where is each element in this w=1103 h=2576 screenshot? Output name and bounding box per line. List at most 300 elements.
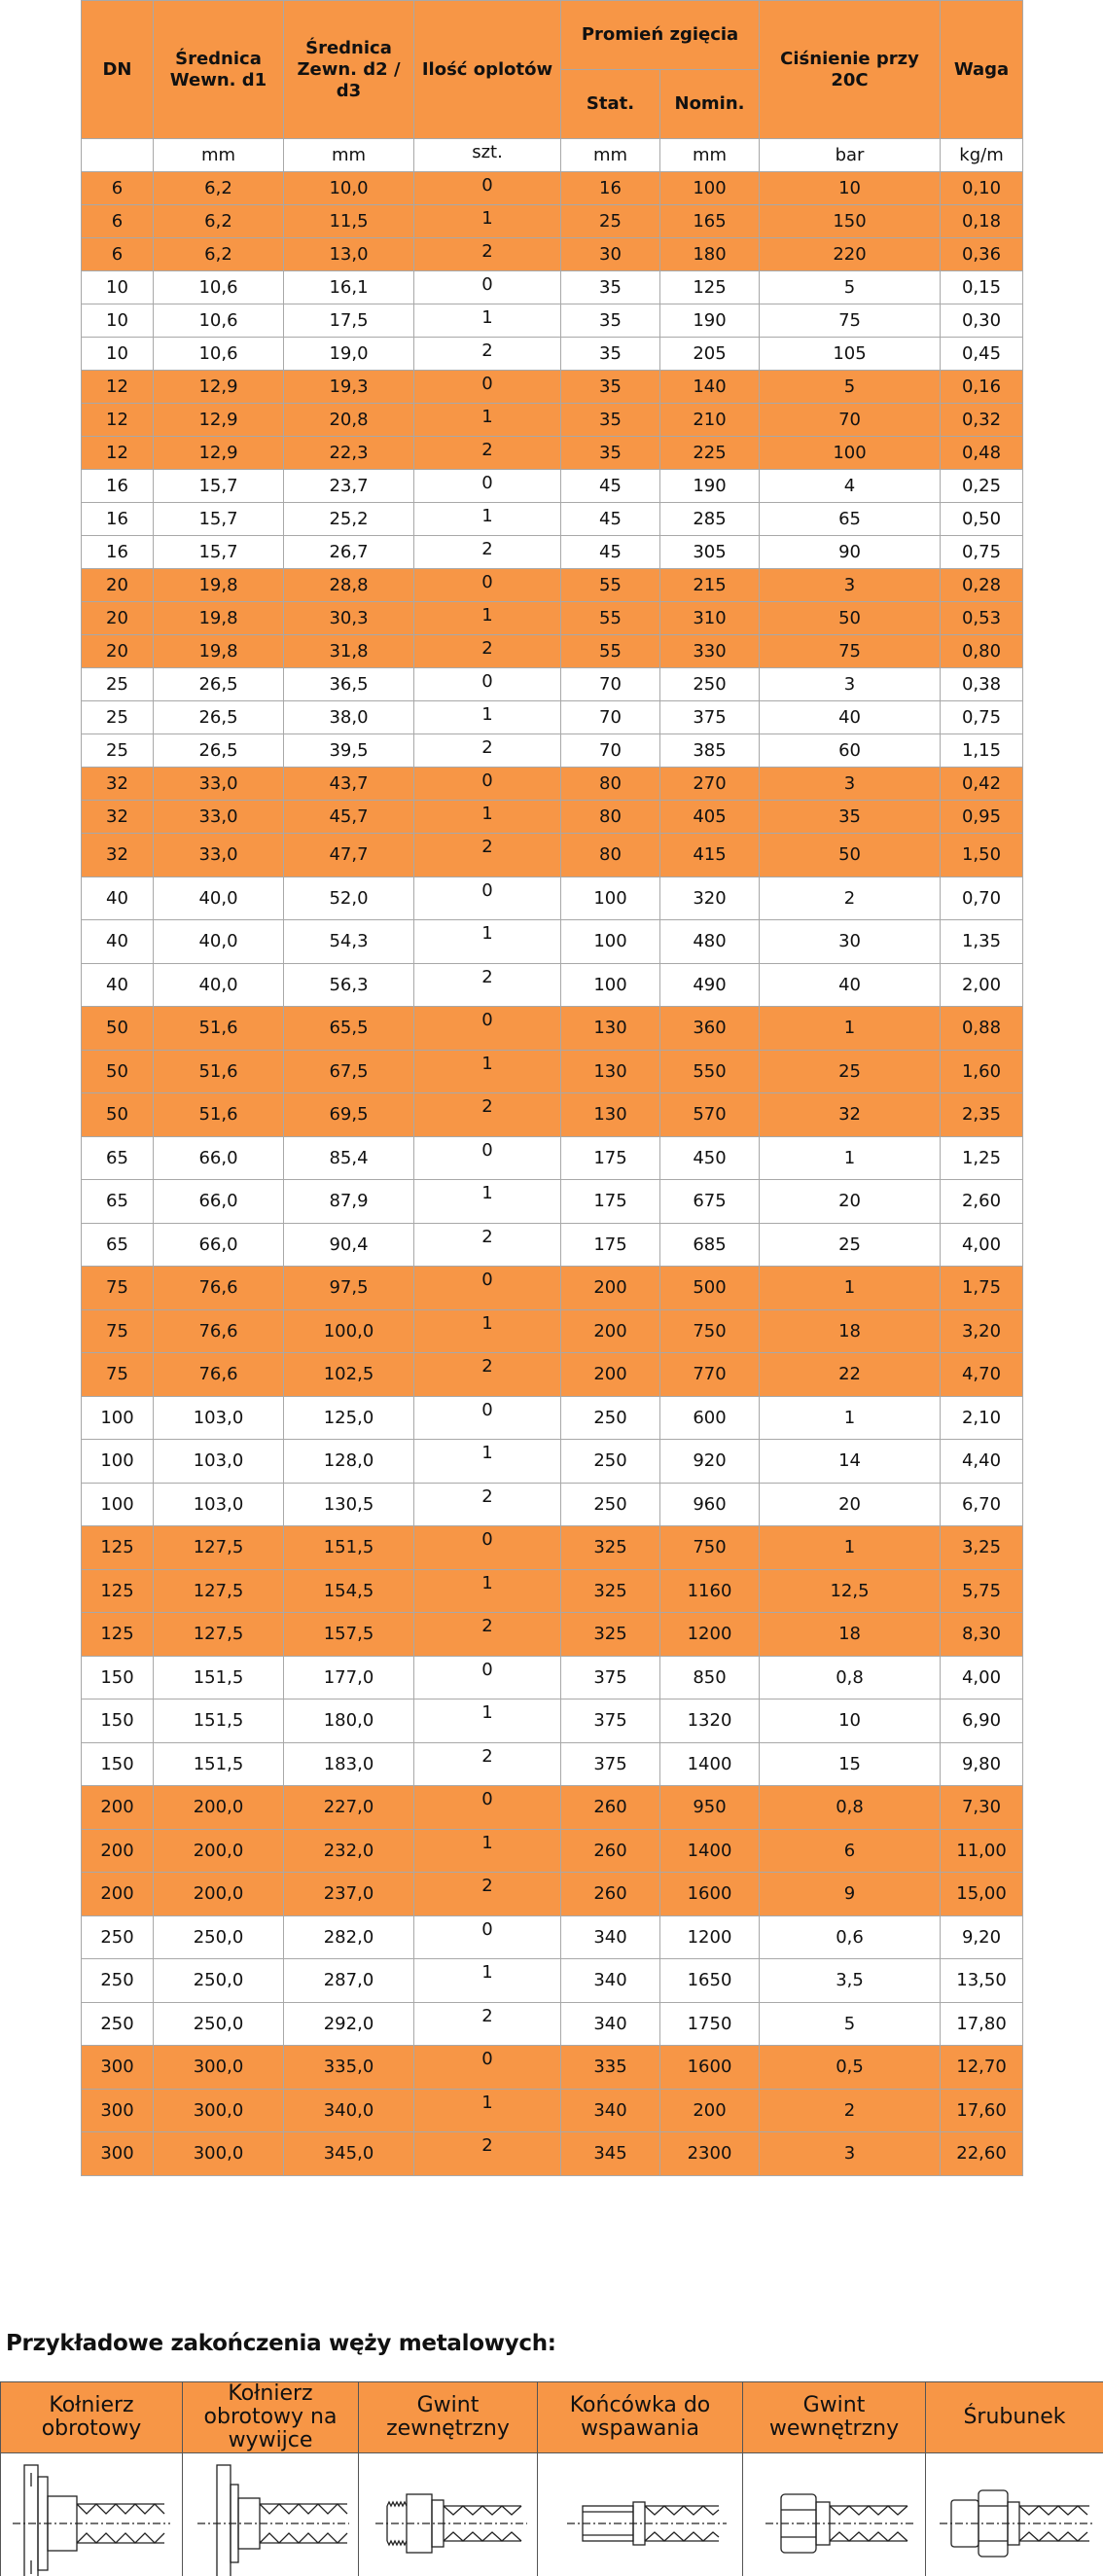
cell-pressure: 40 — [760, 701, 941, 734]
cell-bend-static: 130 — [561, 1007, 660, 1051]
cell-dn: 150 — [82, 1742, 154, 1786]
unit-bend-static: mm — [561, 139, 660, 172]
cell-braid-count: 1 — [414, 304, 561, 338]
cell-bend-nominal: 550 — [660, 1050, 760, 1093]
cell-inner-diameter: 6,2 — [154, 205, 284, 238]
cell-braid-count: 1 — [414, 1180, 561, 1224]
unit-weight: kg/m — [941, 139, 1023, 172]
cell-inner-diameter: 76,6 — [154, 1353, 284, 1397]
cell-bend-static: 35 — [561, 371, 660, 404]
cell-inner-diameter: 300,0 — [154, 2089, 284, 2132]
cell-pressure: 5 — [760, 371, 941, 404]
cell-outer-diameter: 232,0 — [284, 1829, 414, 1873]
cell-pressure: 3 — [760, 768, 941, 801]
cell-weight: 2,35 — [941, 1093, 1023, 1137]
cell-outer-diameter: 180,0 — [284, 1699, 414, 1743]
cell-outer-diameter: 154,5 — [284, 1569, 414, 1613]
cell-outer-diameter: 183,0 — [284, 1742, 414, 1786]
weld-end-drawing-icon — [548, 2455, 732, 2576]
cell-outer-diameter: 54,3 — [284, 920, 414, 964]
cell-pressure: 32 — [760, 1093, 941, 1137]
cell-inner-diameter: 33,0 — [154, 834, 284, 877]
lap-joint-flange-drawing-icon — [188, 2455, 353, 2576]
cell-bend-nominal: 285 — [660, 503, 760, 536]
cell-dn: 16 — [82, 470, 154, 503]
cell-outer-diameter: 87,9 — [284, 1180, 414, 1224]
cell-dn: 65 — [82, 1136, 154, 1180]
cell-outer-diameter: 30,3 — [284, 602, 414, 635]
rotating-flange-drawing-icon — [9, 2455, 174, 2576]
example-label-weld-end: Końcówka do wspawania — [538, 2382, 743, 2453]
cell-braid-count: 0 — [414, 2046, 561, 2090]
cell-braid-count: 1 — [414, 2089, 561, 2132]
examples-title: Przykładowe zakończenia węży metalowych: — [6, 2331, 556, 2356]
cell-bend-static: 130 — [561, 1093, 660, 1137]
cell-bend-nominal: 960 — [660, 1483, 760, 1526]
cell-inner-diameter: 127,5 — [154, 1526, 284, 1570]
cell-braid-count: 0 — [414, 1136, 561, 1180]
cell-inner-diameter: 26,5 — [154, 734, 284, 768]
cell-inner-diameter: 19,8 — [154, 635, 284, 668]
cell-inner-diameter: 151,5 — [154, 1699, 284, 1743]
table-row — [82, 271, 1023, 304]
cell-bend-nominal: 1650 — [660, 1959, 760, 2003]
spec-table-body — [82, 172, 1023, 2176]
cell-bend-nominal: 140 — [660, 371, 760, 404]
cell-weight: 0,50 — [941, 503, 1023, 536]
cell-dn: 250 — [82, 2002, 154, 2046]
cell-weight: 2,10 — [941, 1396, 1023, 1440]
cell-weight: 6,90 — [941, 1699, 1023, 1743]
cell-pressure: 0,8 — [760, 1786, 941, 1830]
cell-bend-static: 345 — [561, 2132, 660, 2176]
cell-outer-diameter: 56,3 — [284, 963, 414, 1007]
table-row — [82, 1873, 1023, 1916]
cell-weight: 4,00 — [941, 1223, 1023, 1267]
cell-bend-static: 130 — [561, 1050, 660, 1093]
cell-weight: 0,18 — [941, 205, 1023, 238]
cell-dn: 250 — [82, 1959, 154, 2003]
header-bend-nominal: Nomin. — [660, 70, 760, 139]
cell-inner-diameter: 33,0 — [154, 768, 284, 801]
cell-outer-diameter: 28,8 — [284, 569, 414, 602]
cell-pressure: 75 — [760, 635, 941, 668]
cell-bend-static: 70 — [561, 734, 660, 768]
cell-dn: 12 — [82, 437, 154, 470]
cell-weight: 15,00 — [941, 1873, 1023, 1916]
table-row — [82, 1093, 1023, 1137]
cell-inner-diameter: 300,0 — [154, 2132, 284, 2176]
cell-bend-static: 260 — [561, 1786, 660, 1830]
cell-weight: 6,70 — [941, 1483, 1023, 1526]
cell-pressure: 18 — [760, 1309, 941, 1353]
cell-pressure: 90 — [760, 536, 941, 569]
cell-weight: 0,15 — [941, 271, 1023, 304]
cell-bend-nominal: 210 — [660, 404, 760, 437]
cell-braid-count: 0 — [414, 172, 561, 205]
cell-weight: 0,36 — [941, 238, 1023, 271]
cell-weight: 0,75 — [941, 701, 1023, 734]
example-drawing-union — [926, 2453, 1103, 2576]
cell-bend-nominal: 1600 — [660, 1873, 760, 1916]
table-row — [82, 569, 1023, 602]
table-row — [82, 1396, 1023, 1440]
header-pressure: Ciśnienie przy 20C — [760, 1, 941, 139]
cell-bend-static: 260 — [561, 1873, 660, 1916]
cell-weight: 1,75 — [941, 1267, 1023, 1310]
cell-bend-nominal: 490 — [660, 963, 760, 1007]
cell-pressure: 75 — [760, 304, 941, 338]
cell-inner-diameter: 51,6 — [154, 1093, 284, 1137]
cell-inner-diameter: 26,5 — [154, 701, 284, 734]
cell-braid-count: 2 — [414, 338, 561, 371]
cell-pressure: 60 — [760, 734, 941, 768]
cell-weight: 12,70 — [941, 2046, 1023, 2090]
table-row — [82, 1526, 1023, 1570]
table-row — [82, 304, 1023, 338]
cell-outer-diameter: 69,5 — [284, 1093, 414, 1137]
table-row — [82, 668, 1023, 701]
cell-weight: 0,75 — [941, 536, 1023, 569]
cell-braid-count: 2 — [414, 635, 561, 668]
cell-inner-diameter: 103,0 — [154, 1483, 284, 1526]
table-row — [82, 205, 1023, 238]
unit-dn — [82, 139, 154, 172]
unit-braid-count: szt. — [414, 139, 561, 172]
cell-bend-nominal: 685 — [660, 1223, 760, 1267]
cell-braid-count: 1 — [414, 404, 561, 437]
cell-outer-diameter: 287,0 — [284, 1959, 414, 2003]
cell-pressure: 25 — [760, 1050, 941, 1093]
cell-pressure: 40 — [760, 963, 941, 1007]
table-row — [82, 1353, 1023, 1397]
cell-bend-static: 45 — [561, 536, 660, 569]
cell-inner-diameter: 200,0 — [154, 1786, 284, 1830]
example-drawing-external-thread — [359, 2453, 538, 2576]
cell-inner-diameter: 76,6 — [154, 1267, 284, 1310]
cell-outer-diameter: 52,0 — [284, 877, 414, 920]
cell-inner-diameter: 6,2 — [154, 238, 284, 271]
cell-inner-diameter: 250,0 — [154, 1959, 284, 2003]
cell-pressure: 1 — [760, 1136, 941, 1180]
hose-end-examples-table — [0, 2381, 1103, 2576]
cell-dn: 300 — [82, 2132, 154, 2176]
cell-outer-diameter: 19,3 — [284, 371, 414, 404]
cell-inner-diameter: 127,5 — [154, 1613, 284, 1657]
cell-pressure: 70 — [760, 404, 941, 437]
table-row — [82, 1613, 1023, 1657]
cell-bend-nominal: 1400 — [660, 1742, 760, 1786]
cell-outer-diameter: 335,0 — [284, 2046, 414, 2090]
cell-pressure: 100 — [760, 437, 941, 470]
cell-braid-count: 1 — [414, 205, 561, 238]
cell-pressure: 20 — [760, 1483, 941, 1526]
cell-pressure: 2 — [760, 2089, 941, 2132]
cell-braid-count: 0 — [414, 1007, 561, 1051]
cell-bend-static: 100 — [561, 920, 660, 964]
cell-dn: 100 — [82, 1483, 154, 1526]
table-row — [82, 503, 1023, 536]
cell-weight: 0,80 — [941, 635, 1023, 668]
unit-inner-diameter: mm — [154, 139, 284, 172]
cell-bend-static: 35 — [561, 304, 660, 338]
cell-pressure: 220 — [760, 238, 941, 271]
cell-inner-diameter: 51,6 — [154, 1007, 284, 1051]
table-row — [82, 371, 1023, 404]
cell-bend-static: 55 — [561, 602, 660, 635]
cell-outer-diameter: 26,7 — [284, 536, 414, 569]
cell-braid-count: 1 — [414, 1829, 561, 1873]
cell-outer-diameter: 130,5 — [284, 1483, 414, 1526]
cell-bend-static: 375 — [561, 1742, 660, 1786]
cell-inner-diameter: 151,5 — [154, 1742, 284, 1786]
cell-bend-static: 175 — [561, 1180, 660, 1224]
cell-pressure: 105 — [760, 338, 941, 371]
cell-pressure: 18 — [760, 1613, 941, 1657]
cell-dn: 6 — [82, 238, 154, 271]
cell-pressure: 5 — [760, 271, 941, 304]
cell-pressure: 10 — [760, 1699, 941, 1743]
cell-bend-static: 35 — [561, 404, 660, 437]
cell-dn: 32 — [82, 768, 154, 801]
cell-outer-diameter: 25,2 — [284, 503, 414, 536]
cell-weight: 0,38 — [941, 668, 1023, 701]
unit-bend-nominal: mm — [660, 139, 760, 172]
cell-bend-nominal: 750 — [660, 1526, 760, 1570]
cell-inner-diameter: 66,0 — [154, 1136, 284, 1180]
table-row — [82, 2002, 1023, 2046]
cell-bend-nominal: 1400 — [660, 1829, 760, 1873]
cell-bend-nominal: 305 — [660, 536, 760, 569]
cell-braid-count: 1 — [414, 701, 561, 734]
cell-pressure: 9 — [760, 1873, 941, 1916]
table-row — [82, 2046, 1023, 2090]
cell-outer-diameter: 10,0 — [284, 172, 414, 205]
example-drawing-lap-joint-flange — [183, 2453, 359, 2576]
cell-bend-nominal: 2300 — [660, 2132, 760, 2176]
cell-pressure: 50 — [760, 834, 941, 877]
cell-bend-static: 325 — [561, 1613, 660, 1657]
cell-weight: 0,53 — [941, 602, 1023, 635]
cell-inner-diameter: 40,0 — [154, 920, 284, 964]
header-braid-count: Ilość oplotów — [414, 1, 561, 139]
cell-pressure: 0,5 — [760, 2046, 941, 2090]
cell-outer-diameter: 38,0 — [284, 701, 414, 734]
header-bend-static: Stat. — [561, 70, 660, 139]
cell-pressure: 3,5 — [760, 1959, 941, 2003]
cell-braid-count: 2 — [414, 734, 561, 768]
cell-outer-diameter: 102,5 — [284, 1353, 414, 1397]
cell-braid-count: 2 — [414, 238, 561, 271]
cell-dn: 40 — [82, 920, 154, 964]
cell-bend-nominal: 180 — [660, 238, 760, 271]
cell-inner-diameter: 19,8 — [154, 569, 284, 602]
cell-dn: 6 — [82, 172, 154, 205]
cell-bend-static: 375 — [561, 1699, 660, 1743]
cell-outer-diameter: 282,0 — [284, 1915, 414, 1959]
cell-weight: 11,00 — [941, 1829, 1023, 1873]
cell-braid-count: 0 — [414, 271, 561, 304]
cell-outer-diameter: 67,5 — [284, 1050, 414, 1093]
cell-dn: 16 — [82, 503, 154, 536]
cell-dn: 75 — [82, 1267, 154, 1310]
cell-bend-nominal: 500 — [660, 1267, 760, 1310]
table-row — [82, 1569, 1023, 1613]
cell-dn: 75 — [82, 1353, 154, 1397]
cell-bend-nominal: 750 — [660, 1309, 760, 1353]
cell-inner-diameter: 26,5 — [154, 668, 284, 701]
cell-bend-nominal: 125 — [660, 271, 760, 304]
cell-weight: 0,45 — [941, 338, 1023, 371]
cell-inner-diameter: 15,7 — [154, 536, 284, 569]
cell-braid-count: 1 — [414, 801, 561, 834]
cell-braid-count: 1 — [414, 1440, 561, 1484]
cell-outer-diameter: 17,5 — [284, 304, 414, 338]
cell-braid-count: 0 — [414, 569, 561, 602]
cell-dn: 40 — [82, 963, 154, 1007]
cell-bend-nominal: 385 — [660, 734, 760, 768]
table-row — [82, 920, 1023, 964]
cell-bend-nominal: 330 — [660, 635, 760, 668]
cell-weight: 13,50 — [941, 1959, 1023, 2003]
cell-dn: 300 — [82, 2046, 154, 2090]
cell-bend-nominal: 1160 — [660, 1569, 760, 1613]
unit-pressure: bar — [760, 139, 941, 172]
table-row — [82, 2132, 1023, 2176]
cell-bend-nominal: 190 — [660, 470, 760, 503]
cell-weight: 8,30 — [941, 1613, 1023, 1657]
cell-bend-nominal: 405 — [660, 801, 760, 834]
cell-inner-diameter: 6,2 — [154, 172, 284, 205]
cell-pressure: 22 — [760, 1353, 941, 1397]
cell-pressure: 1 — [760, 1526, 941, 1570]
cell-bend-nominal: 450 — [660, 1136, 760, 1180]
table-row — [82, 1699, 1023, 1743]
cell-bend-static: 340 — [561, 1959, 660, 2003]
example-drawing-weld-end — [538, 2453, 743, 2576]
cell-dn: 20 — [82, 569, 154, 602]
cell-pressure: 2 — [760, 877, 941, 920]
cell-bend-nominal: 190 — [660, 304, 760, 338]
cell-weight: 2,00 — [941, 963, 1023, 1007]
cell-outer-diameter: 151,5 — [284, 1526, 414, 1570]
cell-bend-nominal: 270 — [660, 768, 760, 801]
cell-bend-nominal: 415 — [660, 834, 760, 877]
cell-bend-static: 200 — [561, 1353, 660, 1397]
cell-inner-diameter: 66,0 — [154, 1223, 284, 1267]
cell-bend-static: 16 — [561, 172, 660, 205]
header-bend-radius: Promień zgięcia — [561, 1, 760, 70]
cell-braid-count: 2 — [414, 1483, 561, 1526]
cell-bend-static: 335 — [561, 2046, 660, 2090]
cell-bend-nominal: 950 — [660, 1786, 760, 1830]
cell-pressure: 10 — [760, 172, 941, 205]
header-outer-diameter: Średnica Zewn. d2 / d3 — [284, 1, 414, 139]
table-row — [82, 1007, 1023, 1051]
union-fitting-drawing-icon — [932, 2455, 1097, 2576]
cell-braid-count: 0 — [414, 470, 561, 503]
cell-braid-count: 2 — [414, 1223, 561, 1267]
cell-dn: 10 — [82, 271, 154, 304]
cell-bend-nominal: 375 — [660, 701, 760, 734]
cell-inner-diameter: 12,9 — [154, 404, 284, 437]
table-row — [82, 1267, 1023, 1310]
cell-braid-count: 2 — [414, 2002, 561, 2046]
cell-braid-count: 0 — [414, 371, 561, 404]
cell-braid-count: 1 — [414, 503, 561, 536]
cell-weight: 4,00 — [941, 1656, 1023, 1699]
cell-bend-static: 35 — [561, 338, 660, 371]
cell-weight: 0,16 — [941, 371, 1023, 404]
cell-outer-diameter: 13,0 — [284, 238, 414, 271]
cell-dn: 200 — [82, 1829, 154, 1873]
cell-pressure: 20 — [760, 1180, 941, 1224]
cell-dn: 250 — [82, 1915, 154, 1959]
table-row — [82, 734, 1023, 768]
cell-inner-diameter: 12,9 — [154, 437, 284, 470]
cell-bend-static: 80 — [561, 801, 660, 834]
cell-braid-count: 2 — [414, 834, 561, 877]
cell-weight: 0,42 — [941, 768, 1023, 801]
cell-bend-static: 70 — [561, 701, 660, 734]
cell-bend-nominal: 1750 — [660, 2002, 760, 2046]
cell-bend-nominal: 570 — [660, 1093, 760, 1137]
cell-outer-diameter: 65,5 — [284, 1007, 414, 1051]
cell-bend-static: 175 — [561, 1136, 660, 1180]
cell-weight: 1,35 — [941, 920, 1023, 964]
cell-bend-static: 70 — [561, 668, 660, 701]
cell-bend-nominal: 920 — [660, 1440, 760, 1484]
cell-bend-nominal: 1320 — [660, 1699, 760, 1743]
cell-dn: 100 — [82, 1440, 154, 1484]
cell-bend-static: 325 — [561, 1569, 660, 1613]
cell-inner-diameter: 15,7 — [154, 470, 284, 503]
cell-braid-count: 2 — [414, 536, 561, 569]
cell-bend-nominal: 850 — [660, 1656, 760, 1699]
cell-bend-static: 340 — [561, 2089, 660, 2132]
cell-bend-static: 80 — [561, 834, 660, 877]
cell-pressure: 3 — [760, 569, 941, 602]
table-row — [82, 238, 1023, 271]
cell-outer-diameter: 340,0 — [284, 2089, 414, 2132]
cell-braid-count: 1 — [414, 1050, 561, 1093]
cell-bend-nominal: 250 — [660, 668, 760, 701]
cell-braid-count: 0 — [414, 768, 561, 801]
cell-bend-nominal: 770 — [660, 1353, 760, 1397]
cell-braid-count: 0 — [414, 1396, 561, 1440]
table-row — [82, 877, 1023, 920]
cell-weight: 0,30 — [941, 304, 1023, 338]
cell-bend-static: 250 — [561, 1396, 660, 1440]
cell-outer-diameter: 11,5 — [284, 205, 414, 238]
table-row — [82, 470, 1023, 503]
cell-pressure: 5 — [760, 2002, 941, 2046]
hose-spec-table — [81, 0, 1023, 2176]
table-row — [82, 404, 1023, 437]
cell-pressure: 14 — [760, 1440, 941, 1484]
cell-outer-diameter: 100,0 — [284, 1309, 414, 1353]
cell-bend-static: 30 — [561, 238, 660, 271]
table-row — [82, 1050, 1023, 1093]
cell-outer-diameter: 45,7 — [284, 801, 414, 834]
cell-bend-nominal: 675 — [660, 1180, 760, 1224]
cell-weight: 0,88 — [941, 1007, 1023, 1051]
cell-bend-nominal: 600 — [660, 1396, 760, 1440]
cell-pressure: 150 — [760, 205, 941, 238]
cell-pressure: 0,8 — [760, 1656, 941, 1699]
cell-bend-static: 340 — [561, 2002, 660, 2046]
cell-outer-diameter: 97,5 — [284, 1267, 414, 1310]
